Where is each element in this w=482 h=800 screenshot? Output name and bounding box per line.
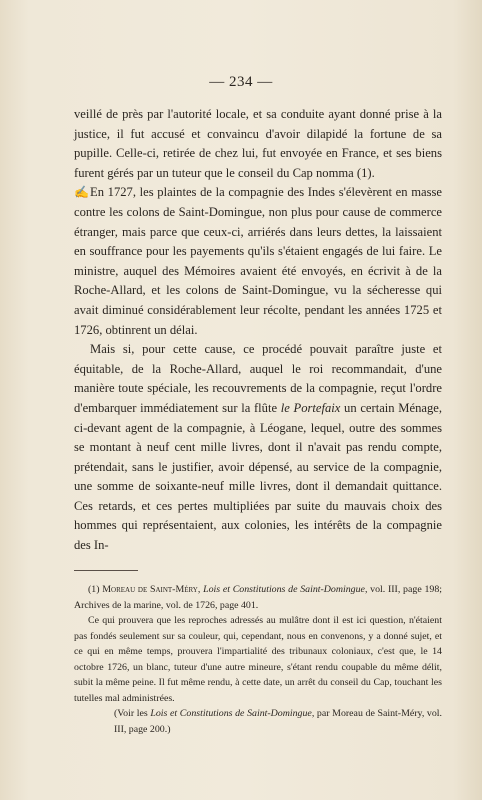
pointing-hand-icon: ✍ [74, 185, 89, 200]
footnote-ref: , vol. III, page 198; Archives de la marine, vol. de 1726, page 401. [74, 584, 442, 611]
footnotes [74, 582, 442, 737]
footnote-title: Lois et Constitutions de Saint-Domingue [203, 584, 365, 595]
ship-name: le Portefaix [280, 400, 341, 415]
paragraph-roche-allard [74, 340, 442, 556]
paragraph-text-after: un certain Ménage, ci-devant agent de la compagnie, à Léogane, lequel, outre des sommes se montant à neuf cent mille livres, dont il n'avait pas rendu compte, prétendait, sans le justifier, avoir dépensé, au service de la compagnie, une somme de soixante-neuf mille livres, dont il demandait quittance. Ces retards, et ces pertes multipliées par suite du mauvais choix des hommes qui représentaient, aux colonies, les intérêts de la compagnie des In- [74, 400, 442, 553]
footnote-marker: (1) [88, 584, 103, 595]
source-suffix: , par Moreau de Saint-Méry, vol. III, page 200.) [114, 708, 443, 735]
paragraph-text-before: Mais si, pour cette cause, ce procédé pouvait paraître juste et équitable, de la Roche-Allard, auquel le roi recommandait, d'une manière toute spéciale, les recouvrements de la compagnie, reçut l'ordre d'embarquer immédiatement sur la flûte [74, 342, 442, 415]
page-number: — 234 — [209, 74, 273, 90]
footnote-comment: Ce qui prouvera que les reproches adressés au mulâtre dont il est ici question, n'étaient pas fondés seulement sur sa couleur, qui, cependant, nous en convenons, y a donné sujet, et ce qui en même temps, prouvera l'impartialité des tribunaux coloniaux, c'est que, le 14 octobre 1726, un blanc, tuteur d'une autre mineure, s'étant rendu coupable du même délit, subit la même peine. Il fut même rendu, à cette date, un arrêt du conseil du Cap, touchant les tutelles mal administrées. [74, 615, 442, 704]
paragraph-1727-text: En 1727, les plaintes de la compagnie des Indes s'élevèrent en masse contre les colons de Saint-Domingue, non plus pour cause de commerce étranger, mais parce que ceux-ci, arriérés dans leurs dettes, la laissaient en souffrance pour les payements qu'ils s'étaient engagés de lui faire. Le ministre, auquel des Mémoires avaient été envoyés, en écrivit à de la Roche-Allard, et les colons de Saint-Domingue, vu la sécheresse qui avait diminué considérablement leur récolte, pendant les années 1725 et 1726, obtinrent un délai. [74, 185, 442, 337]
footnote-rule [74, 570, 138, 571]
source-prefix: (Voir les [114, 708, 151, 719]
footnote-reference: (1) Moreau de Saint-Méry, Lois et Constitutions de Saint-Domingue, vol. III, page 198; Archives de la marine, vol. de 1726, page 401. [74, 584, 442, 611]
paragraph-continuation: veillé de près par l'autorité locale, et sa conduite ayant donné prise à la justice, il fut accusé et convaincu d'avoir dilapidé la fortune de sa pupille. Celle-ci, retirée de chez lui, fut envoyée en France, et ses biens furent gérés par un tuteur que le conseil du Cap nomma (1). [74, 107, 442, 180]
source-title: Lois et Constitutions de Saint-Domingue [150, 708, 312, 719]
paragraph-1727 [74, 183, 442, 340]
footnote-author: Moreau de Saint-Méry [102, 584, 198, 595]
main-text [74, 105, 442, 556]
footnote-source [74, 706, 442, 737]
